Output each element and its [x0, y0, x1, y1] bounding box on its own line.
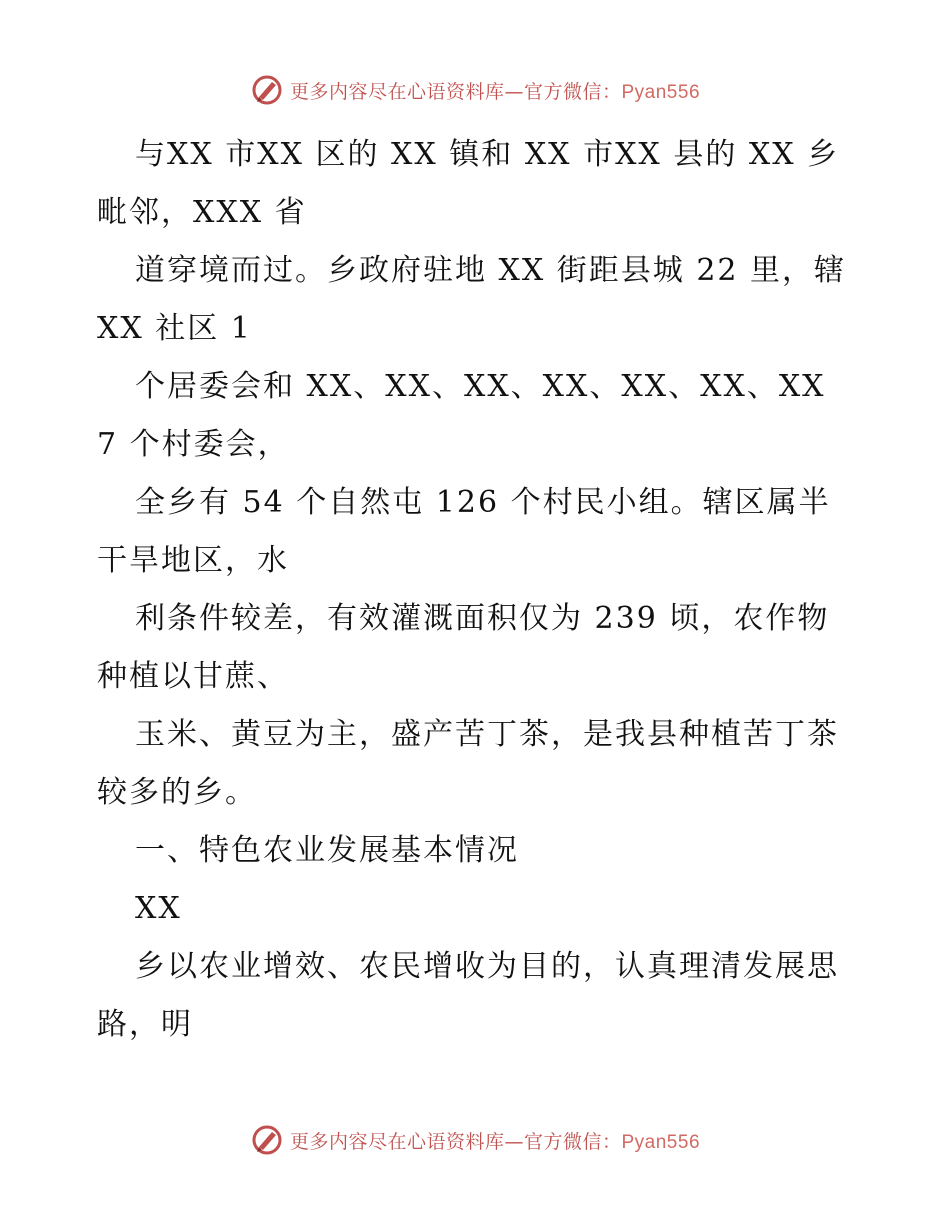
paragraph: 玉米、黄豆为主，盛产苦丁茶，是我县种植苦丁茶较多的乡。	[97, 717, 839, 810]
paragraph: 利条件较差，有效灌溉面积仅为 239 顷，农作物种植以甘蔗、	[97, 601, 830, 694]
watermark-text: 更多内容尽在心语资料库—官方微信：Pyan556	[289, 80, 701, 103]
watermark-text: 更多内容尽在心语资料库—官方微信：Pyan556	[289, 1130, 701, 1153]
section-heading: 一、特色农业发展基本情况	[135, 833, 519, 868]
document-body	[97, 126, 857, 1054]
pen-logo-icon	[250, 73, 284, 107]
paragraph: 乡以农业增效、农民增收为目的，认真理清发展思路，明	[97, 949, 839, 1042]
paragraph: 道穿境而过。乡政府驻地 XX 街距县城 22 里，辖 XX 社区 1	[97, 253, 847, 346]
header-watermark	[0, 72, 950, 108]
paragraph: 个居委会和 XX、XX、XX、XX、XX、XX、XX 7 个村委会，	[97, 369, 826, 462]
footer-watermark	[0, 1122, 950, 1158]
paragraph: 与XX 市XX 区的 XX 镇和 XX 市XX 县的 XX 乡毗邻，XXX 省	[97, 137, 840, 230]
paragraph: 全乡有 54 个自然屯 126 个村民小组。辖区属半干旱地区，水	[97, 485, 831, 578]
pen-logo-icon	[250, 1123, 284, 1157]
paragraph: XX	[135, 891, 182, 926]
